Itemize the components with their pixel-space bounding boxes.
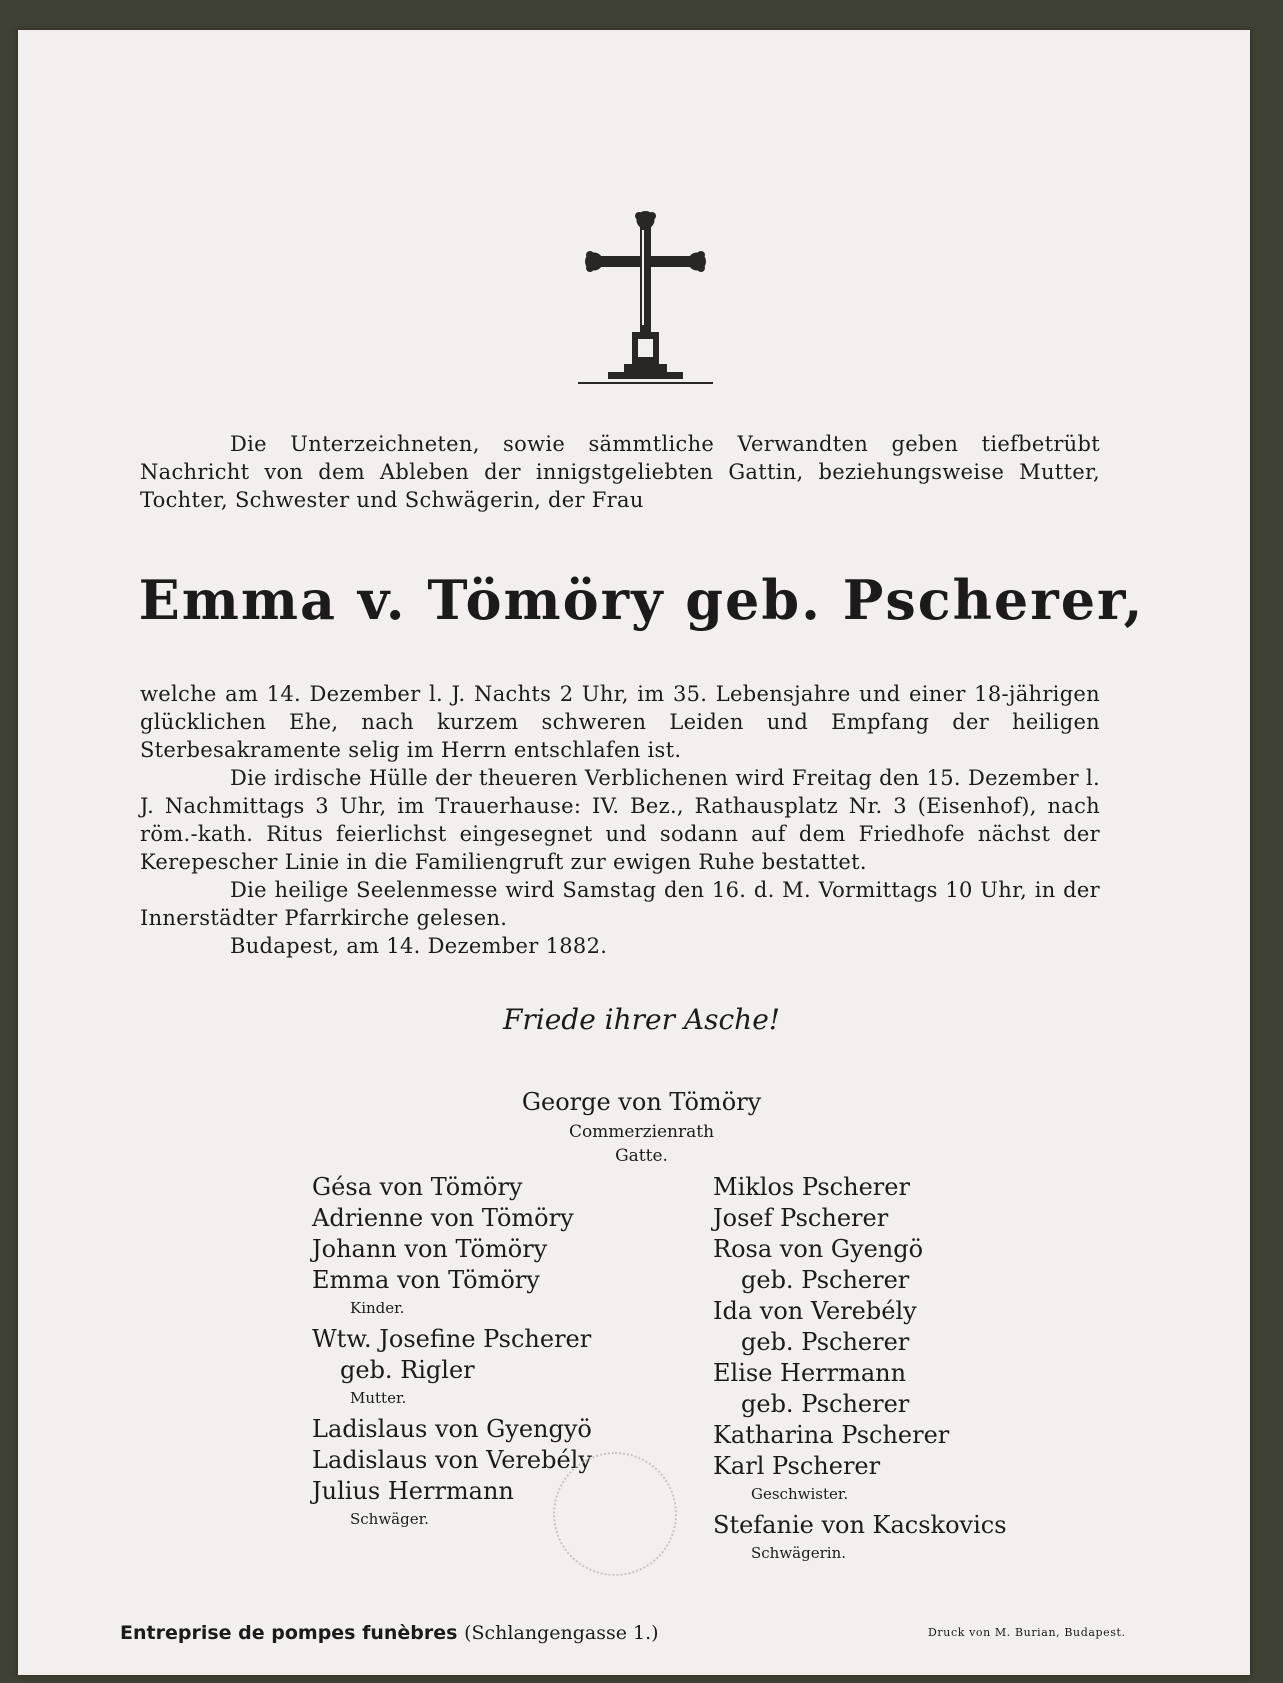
mourner-name: Ladislaus von Verebély [312,1446,592,1474]
motto: Friede ihrer Asche! [502,1003,781,1036]
mourner-name: Katharina Pscherer [713,1421,950,1449]
mourner-name: Elise Herrmann [713,1359,907,1387]
mourner-name: Adrienne von Tömöry [312,1204,574,1232]
mourner-name: Johann von Tömöry [312,1235,548,1263]
paragraph-mass: Die heilige Seelenmesse wird Samstag den 16. d. M. Vormittags 10 Uhr, in der Innerstädter Pfarrkirche gelesen. [140,878,1100,930]
undertaker-address: (Schlangengasse 1.) [464,1622,659,1644]
mourner-name: Wtw. Josefine Pscherer [312,1325,592,1353]
cross-icon [578,208,713,388]
spouse-title: Commerzienrath [568,1122,715,1142]
mourner-name: Julius Herrmann [312,1477,514,1505]
printer-credit: Druck von M. Burian, Budapest. [928,1626,1126,1639]
mourner-name: Karl Pscherer [713,1452,881,1480]
footer-undertaker [120,1622,659,1644]
intro-text: Die Unterzeichneten, sowie sämmtliche Verwandten geben tiefbetrübt Nachricht von dem Ableben der innigstgeliebten Gattin, beziehungsweise Mutter, Tochter, Schwester und Schwägerin, der Frau [140,432,1100,512]
mourner-name: geb. Pscherer [741,1328,910,1356]
paragraph-funeral: Die irdische Hülle der theueren Verblichenen wird Freitag den 15. Dezember l. J. Nachmittags 3 Uhr, im Trauerhause: IV. Bez., Rathausplatz Nr. 3 (Eisenhof), nach röm.-kath. Ritus feierlichst eingesegnet und sodann auf dem Friedhofe nächst der Kerepescher Linie in die Familiengruft zur ewigen Ruhe bestattet. [140,766,1100,874]
relation-label: Schwäger. [350,1510,429,1528]
mourner-name: Ida von Verebély [713,1297,917,1325]
mourner-name: geb. Rigler [340,1356,475,1384]
mourner-name: geb. Pscherer [741,1390,910,1418]
undertaker-name: Entreprise de pompes funèbres [120,1622,458,1644]
relation-label: Mutter. [350,1389,407,1407]
mourner-name: Josef Pscherer [713,1204,889,1232]
mourner-name: Ladislaus von Gyengyö [312,1415,592,1443]
relation-label: Schwägerin. [751,1544,846,1562]
mourner-name: Miklos Pscherer [713,1173,910,1201]
mourners-left-column [312,1172,592,1535]
spouse-role: Gatte. [615,1146,668,1166]
announcement-body [140,680,1100,960]
paragraph-death: welche am 14. Dezember l. J. Nachts 2 Uhr, im 35. Lebensjahre und einer 18-jährigen glücklichen Ehe, nach kurzem schweren Leiden und Empfang der heiligen Sterbesakramente selig im Herrn entschlafen ist. [140,682,1100,762]
mourners-right-column [713,1172,1007,1569]
relation-label: Kinder. [350,1299,405,1317]
mourner-name: Rosa von Gyengö [713,1235,924,1263]
library-stamp [553,1452,677,1576]
mourner-name: Gésa von Tömöry [312,1173,523,1201]
mourner-name: Stefanie von Kacskovics [713,1511,1007,1539]
deceased-name: Emma v. Tömöry geb. Pscherer, [138,568,1145,632]
mourner-name: Emma von Tömöry [312,1266,540,1294]
mourner-name: geb. Pscherer [741,1266,910,1294]
relation-label: Geschwister. [751,1485,849,1503]
spouse-name: George von Tömöry [521,1088,762,1116]
place-date: Budapest, am 14. Dezember 1882. [230,934,608,958]
